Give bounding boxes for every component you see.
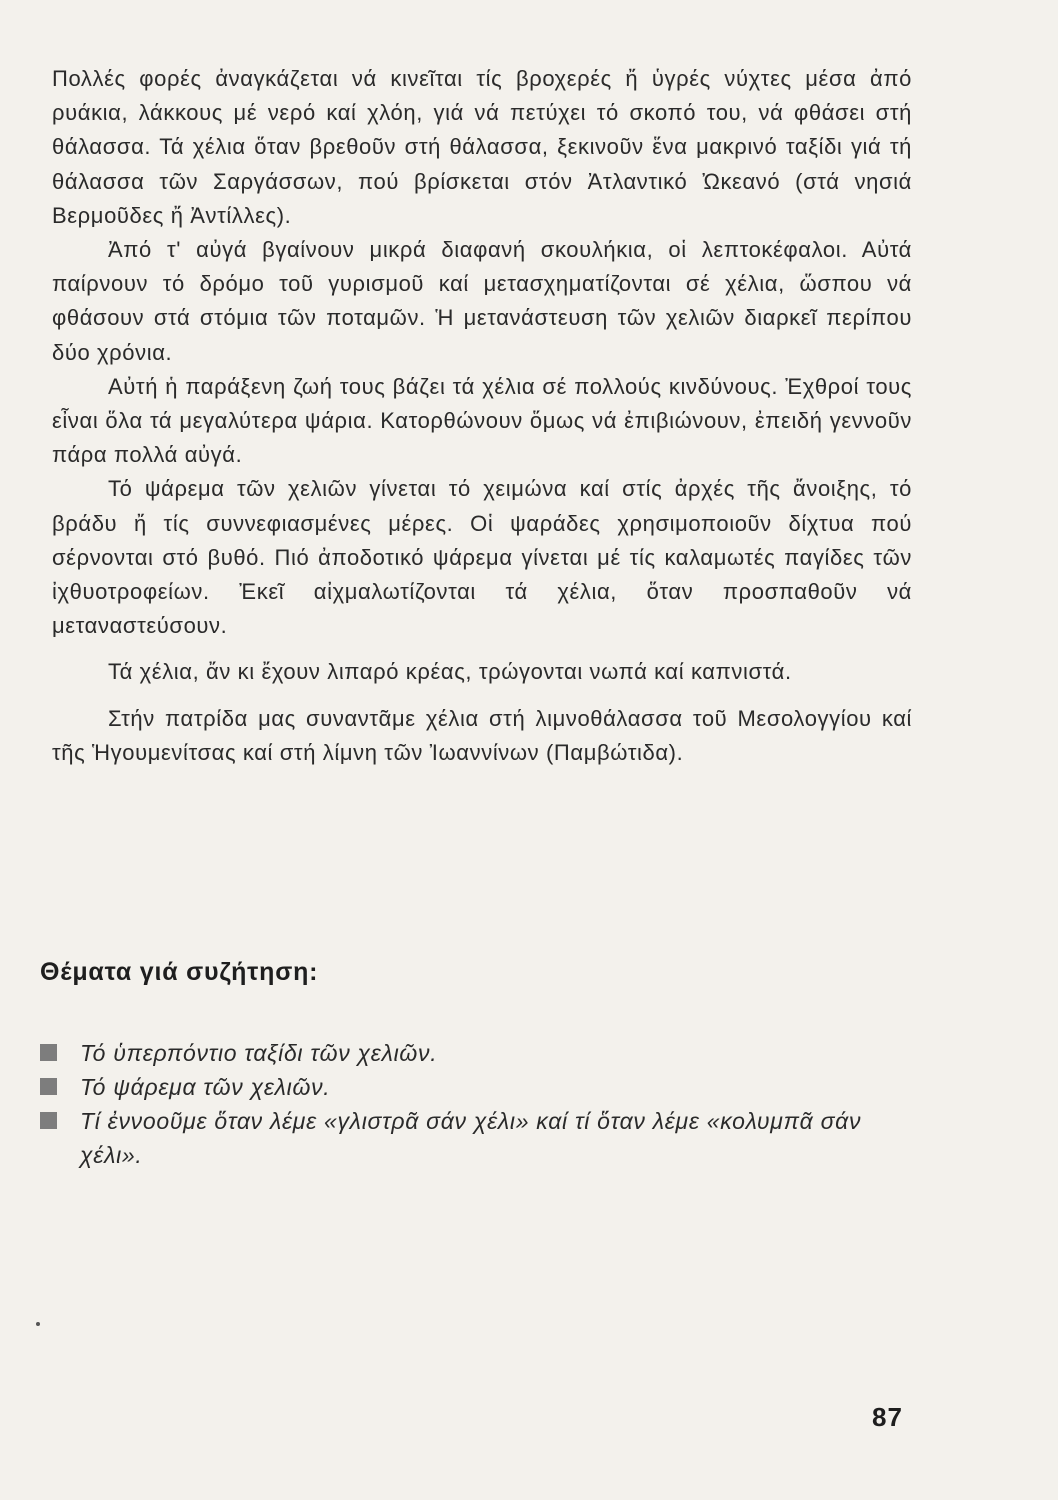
paragraph-2: Ἀπό τ' αὐγά βγαίνουν μικρά διαφανή σκουλήκια, οἱ λεπτοκέφαλοι. Αὐτά παίρνουν τό δρόμο τοῦ γυρισμοῦ καί μετασχηματίζονται σέ χέλια, ὥσπου νά φθάσουν στά στόμια τῶν ποταμῶν. Ἡ μετανάστευση τῶν χελιῶν διαρκεῖ περίπου δύο χρόνια. (52, 237, 912, 365)
paragraph-1: Πολλές φορές ἀναγκάζεται νά κινεῖται τίς βροχερές ἤ ὑγρές νύχτες μέσα ἀπό ρυάκια, λάκκους μέ νερό καί χλόη, γιά νά πετύχει τό σκοπό του, νά φθάσει στή θάλασσα. Τά χέλια ὅταν βρεθοῦν στή θάλασσα, ξεκινοῦν ἕνα μακρινό ταξίδι γιά τή θάλασσα τῶν Σαργάσσων, πού βρίσκεται στόν Ἀτλαντικό Ὠκεανό (στά νησιά Βερμοῦδες ἤ Ἀντίλλες). (52, 66, 912, 228)
print-speck (36, 1322, 40, 1326)
topic-text: Τό ψάρεμα τῶν χελιῶν. (80, 1074, 331, 1100)
paragraph-3: Αὐτή ἡ παράξενη ζωή τους βάζει τά χέλια σέ πολλούς κινδύνους. Ἐχθροί τους εἶναι ὅλα τά μεγαλύτερα ψάρια. Κατορθώνουν ὅμως νά ἐπιβιώνουν, ἐπειδή γεννοῦν πάρα πολλά αὐγά. (52, 373, 912, 468)
topic-item (40, 1104, 920, 1172)
square-bullet-icon (40, 1112, 57, 1129)
page-number: 87 (872, 1402, 903, 1432)
square-bullet-icon (40, 1044, 57, 1061)
discussion-topics (40, 1036, 920, 1172)
body-text (52, 62, 912, 770)
paragraph-6: Στήν πατρίδα μας συναντᾶμε χέλια στή λιμνοθάλασσα τοῦ Μεσολογγίου καί τῆς Ἡγουμενίτσας καί στή λίμνη τῶν Ἰωαννίνων (Παμβώτιδα). (52, 705, 912, 765)
discussion-heading: Θέματα γιά συζήτηση: (40, 958, 319, 986)
topic-text: Τί ἐννοοῦμε ὅταν λέμε «γλιστρᾶ σάν χέλι» καί τί ὅταν λέμε «κολυμπᾶ σάν χέλι». (80, 1108, 862, 1168)
paragraph-4: Τό ψάρεμα τῶν χελιῶν γίνεται τό χειμώνα καί στίς ἀρχές τῆς ἄνοιξης, τό βράδυ ἤ τίς συννεφιασμένες μέρες. Οἱ ψαράδες χρησιμοποιοῦν δίχτυα πού σέρνονται στό βυθό. Πιό ἀποδοτικό ψάρεμα γίνεται μέ τίς καλαμωτές παγίδες τῶν ἰχθυοτροφείων. Ἐκεῖ αἰχμαλωτίζονται τά χέλια, ὅταν προσπαθοῦν νά μεταναστεύσουν. (52, 476, 912, 639)
paragraph-5: Τά χέλια, ἄν κι ἔχουν λιπαρό κρέας, τρώγονται νωπά καί καπνιστά. (108, 659, 792, 685)
topic-item (40, 1070, 920, 1104)
square-bullet-icon (40, 1078, 57, 1095)
topic-item (40, 1036, 920, 1070)
topic-text: Τό ὑπερπόντιο ταξίδι τῶν χελιῶν. (80, 1040, 438, 1066)
